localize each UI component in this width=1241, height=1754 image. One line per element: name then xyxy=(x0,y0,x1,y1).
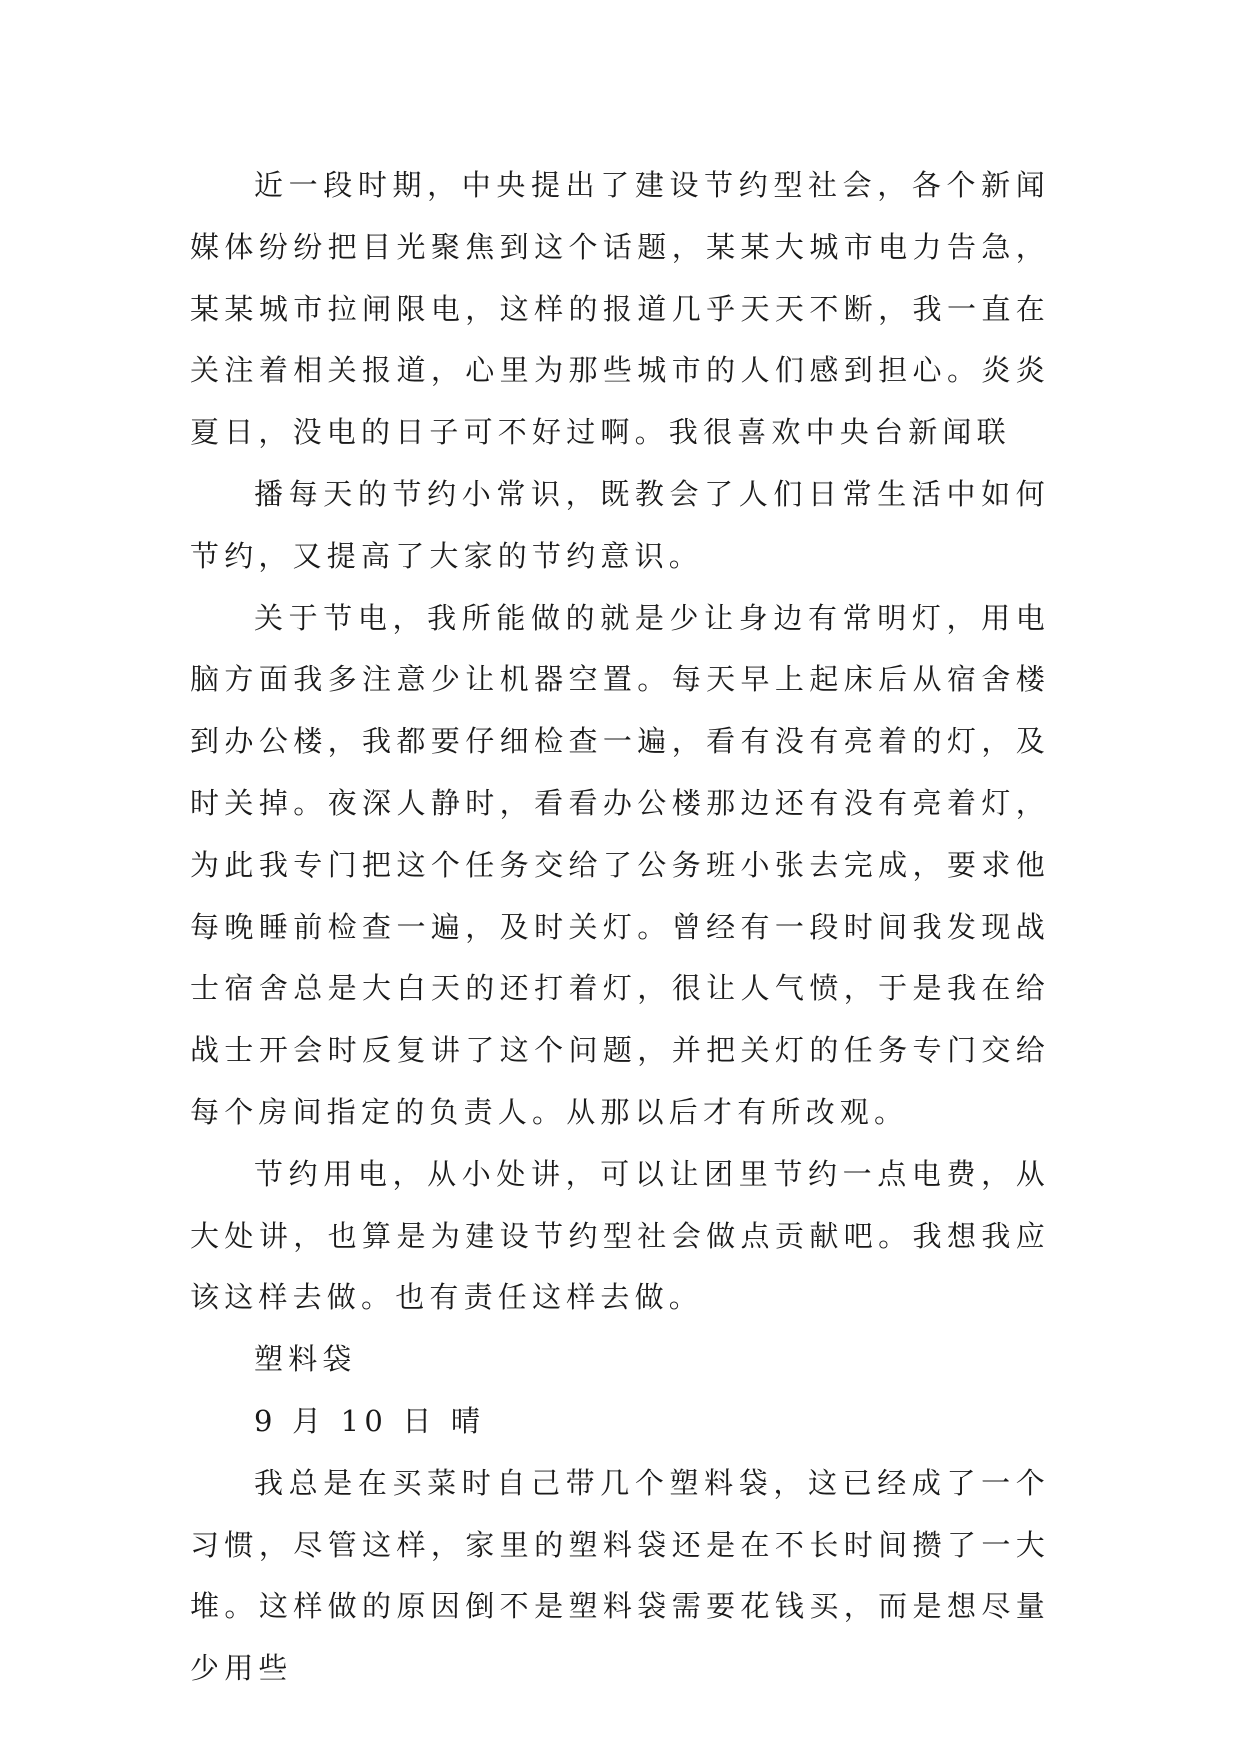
section-heading-plastic-bags: 塑料袋 xyxy=(254,1342,357,1377)
paragraph-plastic-bags: 我总是在买菜时自己带几个塑料袋，这已经成了一个习惯，尽管这样，家里的塑料袋还是在不长时间攒了一大堆。这样做的原因倒不是塑料袋需要花钱买，而是想尽量少用些 xyxy=(190,1465,1050,1686)
diary-date: 9 月 10 日 晴 xyxy=(254,1403,486,1438)
paragraph-news-tips: 播每天的节约小常识，既教会了人们日常生活中如何节约，又提高了大家的节约意识。 xyxy=(190,476,1050,573)
paragraph-electricity-saving: 关于节电，我所能做的就是少让身边有常明灯，用电脑方面我多注意少让机器空置。每天早上起床后从宿舍楼到办公楼，我都要仔细检查一遍，看有没有亮着的灯，及时关掉。夜深人静时，看看办公楼那边还有没有亮着灯，为此我专门把这个任务交给了公务班小张去完成，要求他每晚睡前检查一遍，及时关灯。曾经有一段时间我发现战士宿舍总是大白天的还打着灯，很让人气愤，于是我在给战士开会时反复讲了这个问题，并把关灯的任务专门交给每个房间指定的负责人。从那以后才有所改观。 xyxy=(190,600,1050,1129)
paragraph-contribution: 节约用电，从小处讲，可以让团里节约一点电费，从大处讲，也算是为建设节约型社会做点贡献吧。我想我应该这样去做。也有责任这样去做。 xyxy=(190,1156,1050,1315)
paragraph-energy-saving-intro: 近一段时期，中央提出了建设节约型社会，各个新闻媒体纷纷把目光聚焦到这个话题，某某大城市电力告急，某某城市拉闸限电，这样的报道几乎天天不断，我一直在关注着相关报道，心里为那些城市的人们感到担心。炎炎夏日，没电的日子可不好过啊。我很喜欢中央台新闻联 xyxy=(190,168,1050,450)
document-body xyxy=(190,155,1050,1700)
